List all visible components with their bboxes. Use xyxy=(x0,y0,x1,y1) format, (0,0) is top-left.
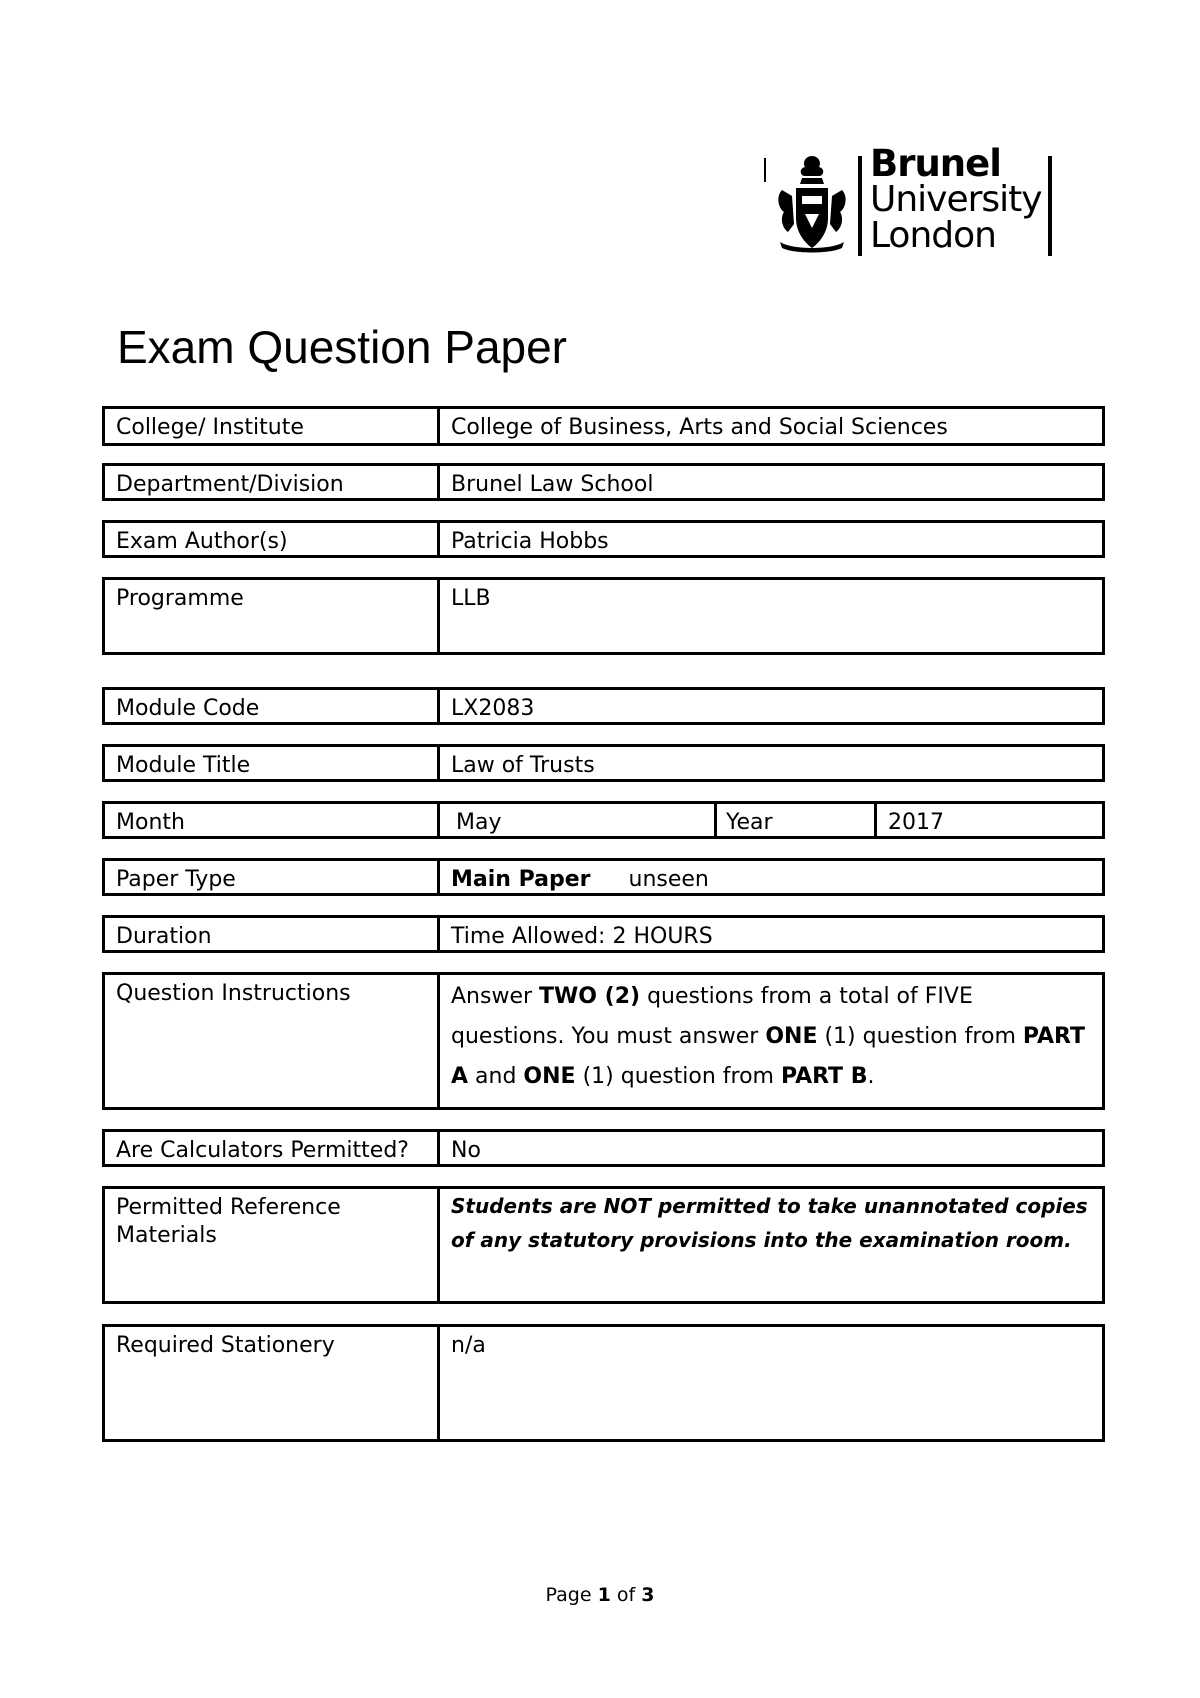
row-duration xyxy=(102,915,1105,953)
logo-line-2: University xyxy=(870,179,1042,220)
instr-bold-one-a: ONE xyxy=(765,1024,818,1049)
duration-value: Time Allowed: 2 HOURS xyxy=(451,924,713,949)
instr-bold-part-b: PART B xyxy=(780,1064,868,1089)
department-value: Brunel Law School xyxy=(451,472,654,497)
logo-line-1: Brunel xyxy=(870,142,1001,185)
brunel-university-logo xyxy=(760,142,1056,262)
row-programme xyxy=(102,577,1105,655)
instr-text-4: and xyxy=(468,1064,524,1089)
instr-text-1: Answer xyxy=(451,984,540,1009)
paper-type-main: Main Paper xyxy=(451,867,591,892)
author-value: Patricia Hobbs xyxy=(451,529,609,554)
row-question-instructions xyxy=(102,972,1105,1110)
instr-bold-two: TWO (2) xyxy=(539,984,641,1009)
row-calculators xyxy=(102,1129,1105,1167)
logo-divider xyxy=(858,156,862,256)
footer-page-word: Page xyxy=(545,1584,592,1606)
footer-page-number: 1 xyxy=(597,1584,611,1606)
row-module-code xyxy=(102,687,1105,725)
instr-text-6: . xyxy=(867,1064,875,1089)
college-value: College of Business, Arts and Social Sciences xyxy=(451,415,948,440)
programme-value: LLB xyxy=(451,586,491,611)
instr-text-5: (1) question from xyxy=(575,1064,781,1089)
reference-label: Permitted Reference Materials xyxy=(105,1189,440,1301)
instr-text-3: (1) question from xyxy=(817,1024,1023,1049)
year-value: 2017 xyxy=(888,810,944,835)
module-title-value: Law of Trusts xyxy=(451,753,595,778)
footer-page-total: 3 xyxy=(641,1584,655,1606)
module-code-value: LX2083 xyxy=(451,696,535,721)
row-college xyxy=(102,406,1105,446)
footer-of-word: of xyxy=(616,1584,636,1606)
department-label: Department/Division xyxy=(105,466,440,498)
instructions-value xyxy=(440,975,1102,1107)
college-label: College/ Institute xyxy=(105,409,440,443)
logo-line-3: London xyxy=(870,215,996,256)
paper-type-unseen: unseen xyxy=(628,867,709,892)
stationery-value: n/a xyxy=(451,1333,486,1358)
calculators-label: Are Calculators Permitted? xyxy=(105,1132,440,1164)
row-stationery xyxy=(102,1324,1105,1442)
logo-left-rule xyxy=(764,158,766,182)
reference-value: Students are NOT permitted to take unannotated copies of any statutory provisions into the examination room. xyxy=(451,1194,1088,1252)
duration-label: Duration xyxy=(105,918,440,950)
paper-type-label: Paper Type xyxy=(105,861,440,893)
instr-text-2: questions from a total of FIVE questions. You must answer xyxy=(451,984,973,1049)
page-title: Exam Question Paper xyxy=(117,321,568,373)
instr-bold-part-a: PART A xyxy=(451,1024,1085,1089)
calculators-value: No xyxy=(451,1138,481,1163)
instr-bold-one-b: ONE xyxy=(523,1064,576,1089)
row-paper-type xyxy=(102,858,1105,896)
logo-wordmark xyxy=(870,142,1042,256)
row-reference-materials xyxy=(102,1186,1105,1304)
module-code-label: Module Code xyxy=(105,690,440,722)
page-footer xyxy=(0,1584,1200,1606)
row-month-year xyxy=(102,801,1105,839)
paper-type-value xyxy=(440,861,1102,893)
row-department xyxy=(102,463,1105,501)
month-label: Month xyxy=(105,804,440,836)
instructions-label: Question Instructions xyxy=(105,975,440,1107)
row-author xyxy=(102,520,1105,558)
author-label: Exam Author(s) xyxy=(105,523,440,555)
month-value: May xyxy=(440,804,717,836)
logo-right-rule xyxy=(1048,156,1052,256)
coat-of-arms-icon xyxy=(772,152,852,256)
row-module-title xyxy=(102,744,1105,782)
programme-label: Programme xyxy=(105,580,440,652)
stationery-label: Required Stationery xyxy=(105,1327,440,1439)
module-title-label: Module Title xyxy=(105,747,440,779)
year-label: Year xyxy=(717,804,877,836)
